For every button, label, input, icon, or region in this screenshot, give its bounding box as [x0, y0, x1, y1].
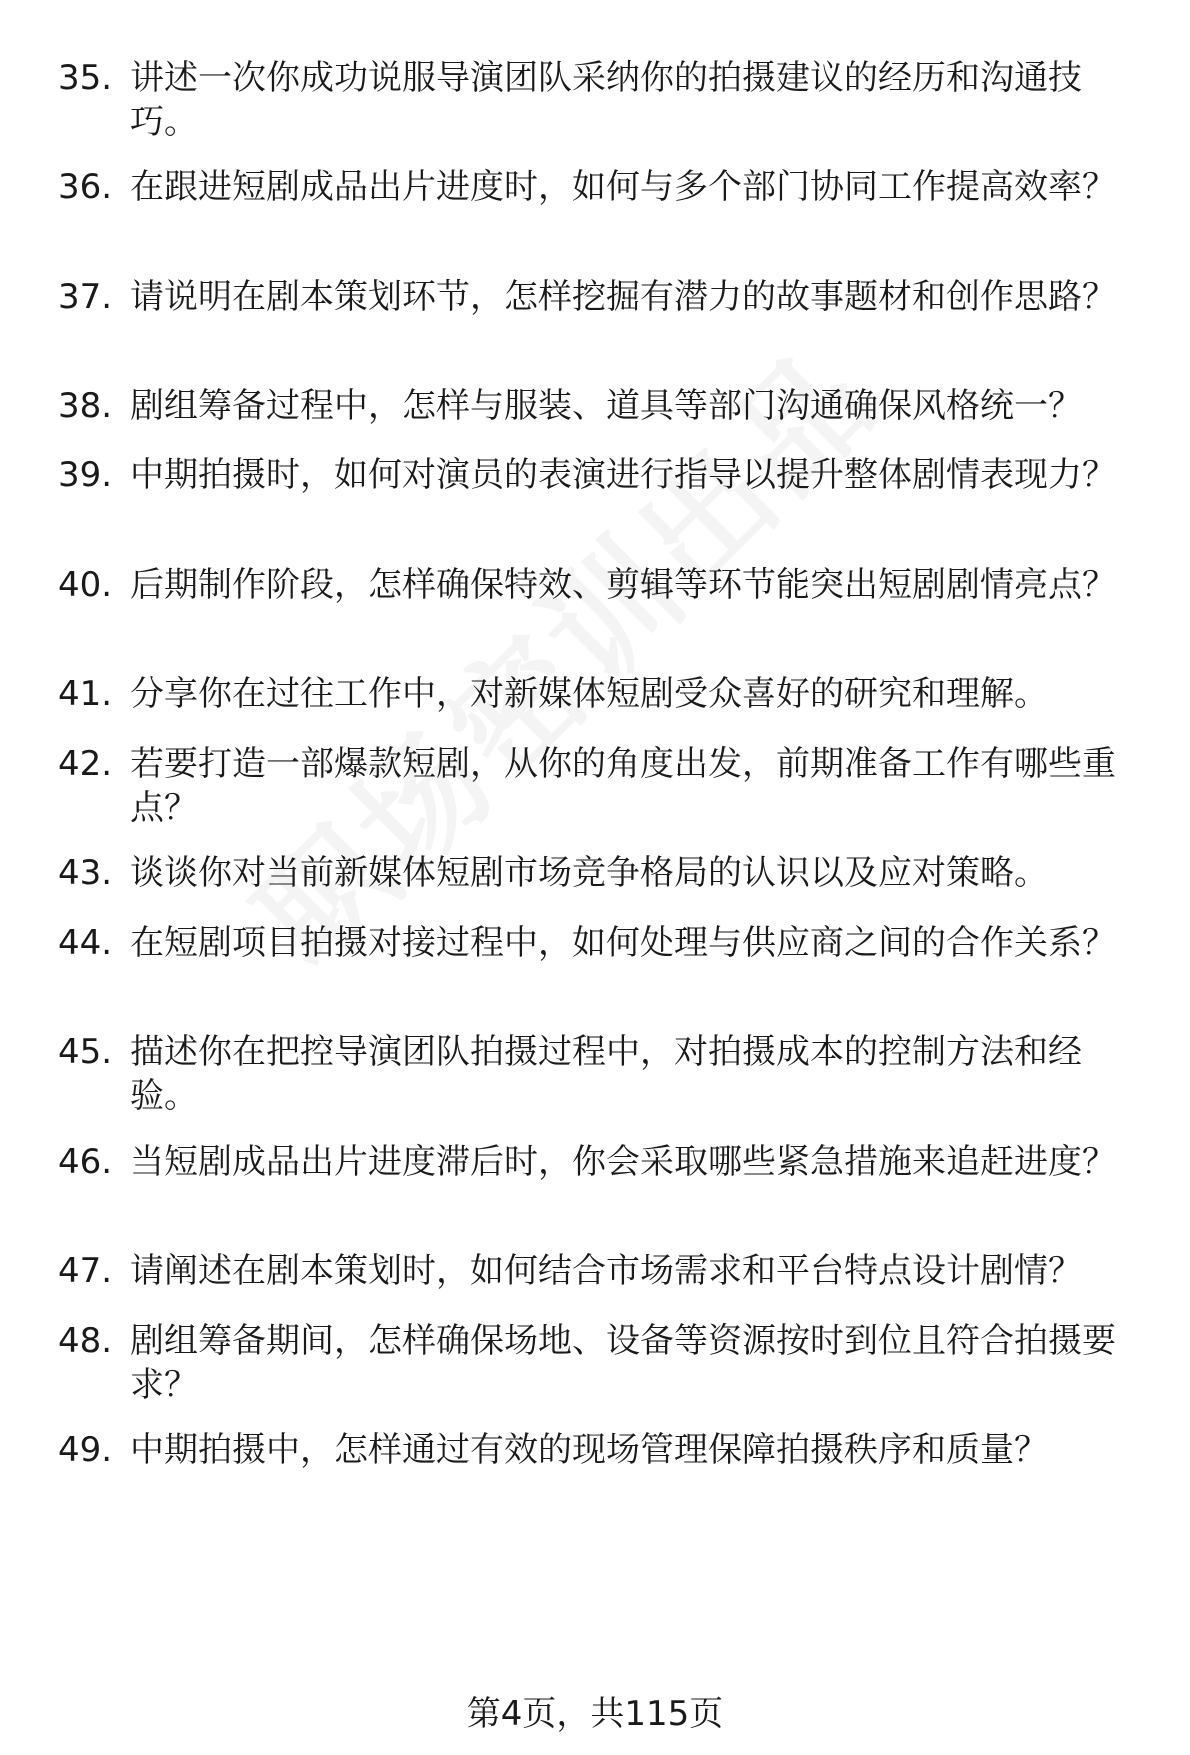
question-item: [58, 56, 1148, 144]
question-item: [58, 453, 1148, 497]
question-item: [58, 1319, 1148, 1407]
question-number: 41.: [58, 674, 113, 714]
question-text: 后期制作阶段，怎样确保特效、剪辑等环节能突出短剧剧情亮点？: [130, 565, 1116, 605]
question-number: 40.: [58, 565, 113, 605]
question-text: 中期拍摄中，怎样通过有效的现场管理保障拍摄秩序和质量？: [130, 1430, 1048, 1470]
question-item: [58, 165, 1148, 209]
question-text: 请说明在剧本策划环节，怎样挖掘有潜力的故事题材和创作思路？: [130, 277, 1116, 317]
question-item: [58, 1428, 1148, 1472]
question-number: 38.: [58, 386, 113, 426]
question-item: [58, 384, 1148, 428]
question-item: [58, 1030, 1148, 1118]
question-item: [58, 672, 1148, 716]
page-footer: 第4页，共115页: [466, 1694, 724, 1734]
question-text: 在跟进短剧成品出片进度时，如何与多个部门协同工作提高效率？: [130, 167, 1116, 207]
question-item: [58, 1249, 1148, 1293]
question-number: 49.: [58, 1430, 113, 1470]
question-item: [58, 1140, 1148, 1184]
question-item: [58, 921, 1148, 965]
question-item: [58, 563, 1148, 607]
question-text: 剧组筹备过程中，怎样与服装、道具等部门沟通确保风格统一？: [130, 386, 1082, 426]
question-number: 42.: [58, 744, 113, 784]
question-text: 在短剧项目拍摄对接过程中，如何处理与供应商之间的合作关系？: [130, 923, 1116, 963]
question-item: [58, 851, 1148, 895]
question-number: 48.: [58, 1321, 113, 1361]
question-text: 当短剧成品出片进度滞后时，你会采取哪些紧急措施来追赶进度？: [130, 1142, 1116, 1182]
question-number: 43.: [58, 853, 113, 893]
question-number: 45.: [58, 1032, 113, 1072]
question-number: 39.: [58, 455, 113, 495]
question-text: 若要打造一部爆款短剧，从你的角度出发，前期准备工作有哪些重点？: [130, 744, 1116, 828]
question-number: 35.: [58, 58, 113, 98]
question-number: 36.: [58, 167, 113, 207]
question-text: 中期拍摄时，如何对演员的表演进行指导以提升整体剧情表现力？: [130, 455, 1116, 495]
question-text: 描述你在把控导演团队拍摄过程中，对拍摄成本的控制方法和经验。: [130, 1032, 1082, 1116]
question-item: [58, 742, 1148, 830]
question-text: 讲述一次你成功说服导演团队采纳你的拍摄建议的经历和沟通技巧。: [130, 58, 1082, 142]
question-number: 44.: [58, 923, 113, 963]
question-text: 分享你在过往工作中，对新媒体短剧受众喜好的研究和理解。: [130, 674, 1048, 714]
question-text: 谈谈你对当前新媒体短剧市场竞争格局的认识以及应对策略。: [130, 853, 1048, 893]
question-item: [58, 275, 1148, 319]
question-number: 46.: [58, 1142, 113, 1182]
question-number: 47.: [58, 1251, 113, 1291]
question-number: 37.: [58, 277, 113, 317]
question-text: 剧组筹备期间，怎样确保场地、设备等资源按时到位且符合拍摄要求？: [130, 1321, 1116, 1405]
question-text: 请阐述在剧本策划时，如何结合市场需求和平台特点设计剧情？: [130, 1251, 1082, 1291]
